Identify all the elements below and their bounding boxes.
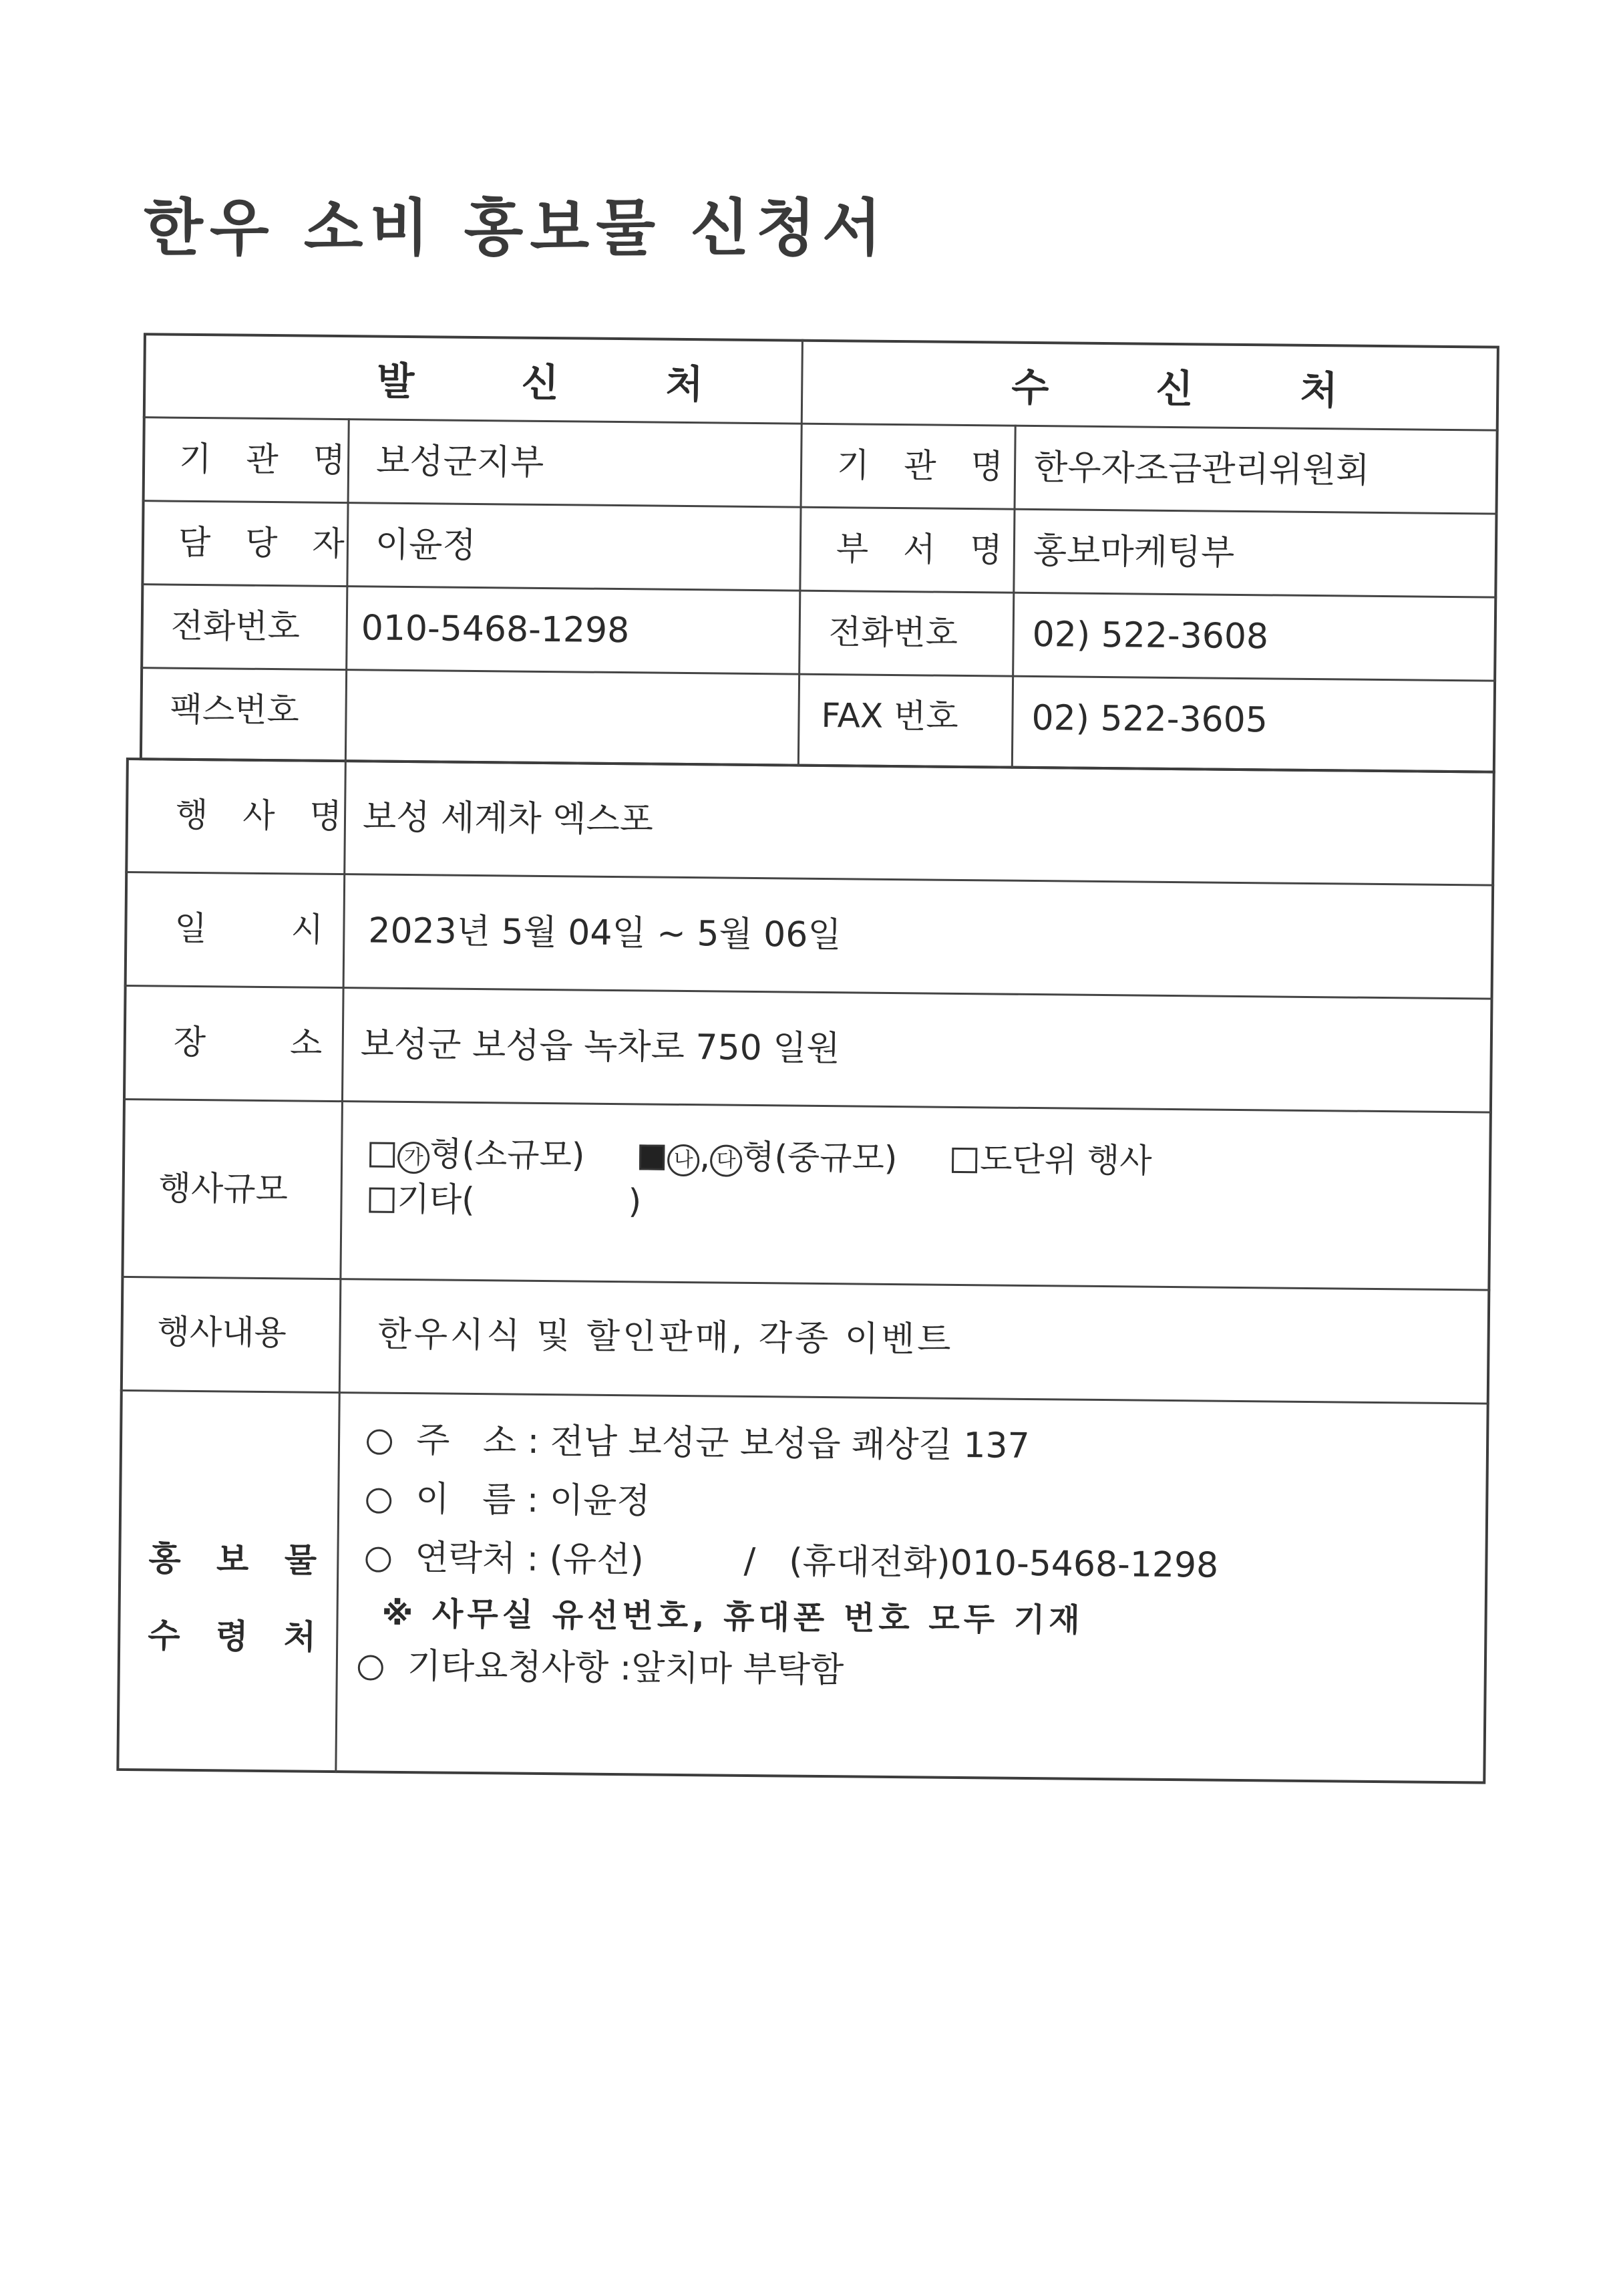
bullet-circle-icon	[366, 1488, 391, 1513]
event-scale-label: 행사규모	[158, 1168, 289, 1209]
scale-other-checkbox[interactable]	[369, 1187, 394, 1212]
sender-phone-value: 010-5468-1298	[361, 608, 630, 651]
receiver-header: 수 신 처	[1011, 364, 1385, 414]
sender-org-value: 보성군지부	[375, 441, 544, 483]
sender-org-label: 기 관 명	[178, 439, 358, 480]
event-date-value: 2023년 5월 04일 ~ 5월 06일	[368, 911, 842, 956]
scale-other-close: )	[628, 1182, 642, 1221]
delivery-other-row	[358, 1646, 844, 1691]
page-title: 한우 소비 홍보물 신청서	[144, 192, 888, 264]
delivery-contact-row	[365, 1538, 1219, 1586]
scale-medium-sep: ,	[699, 1137, 711, 1176]
bullet-circle-icon	[358, 1655, 383, 1680]
sender-header: 발 신 처	[376, 358, 751, 407]
scale-medium-mark-b: 다	[710, 1144, 742, 1176]
delivery-contact-mobile: (휴대전화)010-5468-1298	[788, 1541, 1219, 1586]
scale-options-line1	[369, 1136, 1152, 1180]
receiver-fax-label: FAX 번호	[821, 695, 958, 736]
delivery-name-row	[366, 1479, 651, 1522]
event-place-value: 보성군 보성읍 녹차로 750 일원	[360, 1024, 840, 1070]
delivery-other-value: :앞치마 부탁함	[619, 1648, 844, 1691]
scale-options-line2	[369, 1179, 642, 1221]
receiver-dept-label: 부 서 명	[836, 529, 1015, 570]
event-content-value: 한우시식 및 할인판매, 각종 이벤트	[377, 1314, 954, 1360]
delivery-contact-sep: /	[743, 1540, 756, 1582]
sender-person-value: 이윤정	[375, 524, 476, 566]
scale-medium-label: 형(중규모)	[741, 1137, 898, 1178]
scale-medium-mark-a: 나	[667, 1144, 699, 1176]
application-form	[116, 333, 1493, 1788]
scale-small-mark: 가	[397, 1142, 429, 1174]
delivery-address-row	[367, 1420, 1030, 1467]
event-place-label: 장 소	[173, 1022, 323, 1063]
scale-other-label: 기타(	[397, 1179, 475, 1220]
delivery-label-line1: 홍 보 물	[148, 1539, 329, 1580]
delivery-label-line2: 수 령 처	[148, 1616, 329, 1657]
delivery-name-label: 이 름	[415, 1479, 516, 1520]
event-content-label: 행사내용	[157, 1312, 287, 1353]
bullet-circle-icon	[367, 1429, 392, 1454]
scale-medium-checkbox[interactable]	[639, 1144, 665, 1170]
event-name-value: 보성 세계차 엑스포	[362, 797, 654, 840]
sender-person-label: 담 당 자	[178, 522, 357, 564]
delivery-address-value: : 전남 보성군 보성읍 쾌상길 137	[527, 1421, 1030, 1467]
delivery-contact-value: : (유선)	[526, 1538, 645, 1581]
bullet-circle-icon	[365, 1546, 391, 1572]
event-name-label: 행 사 명	[175, 795, 355, 836]
scale-small-label: 형(소규모)	[429, 1134, 585, 1175]
delivery-note: ※ 사무실 유선번호, 휴대폰 번호 모두 기재	[381, 1595, 1084, 1639]
delivery-other-label: 기타요청사항	[407, 1646, 609, 1688]
scale-small-checkbox[interactable]	[369, 1142, 395, 1167]
receiver-org-value: 한우자조금관리위원회	[1033, 447, 1370, 491]
sender-phone-label: 전화번호	[170, 606, 301, 647]
receiver-fax-value: 02) 522-3605	[1031, 697, 1268, 741]
delivery-name-value: : 이윤정	[526, 1480, 651, 1522]
receiver-phone-value: 02) 522-3608	[1032, 614, 1269, 657]
scale-province-checkbox[interactable]	[952, 1148, 977, 1173]
delivery-contact-label: 연락처	[415, 1538, 516, 1579]
sender-fax-label: 팩스번호	[170, 689, 300, 730]
receiver-org-label: 기 관 명	[836, 446, 1016, 486]
receiver-phone-label: 전화번호	[828, 613, 958, 653]
delivery-address-label: 주 소	[415, 1420, 517, 1462]
scale-province-label: 도단위 행사	[979, 1140, 1152, 1180]
receiver-dept-value: 홍보마케팅부	[1033, 530, 1235, 573]
event-date-label: 일 시	[174, 909, 324, 949]
